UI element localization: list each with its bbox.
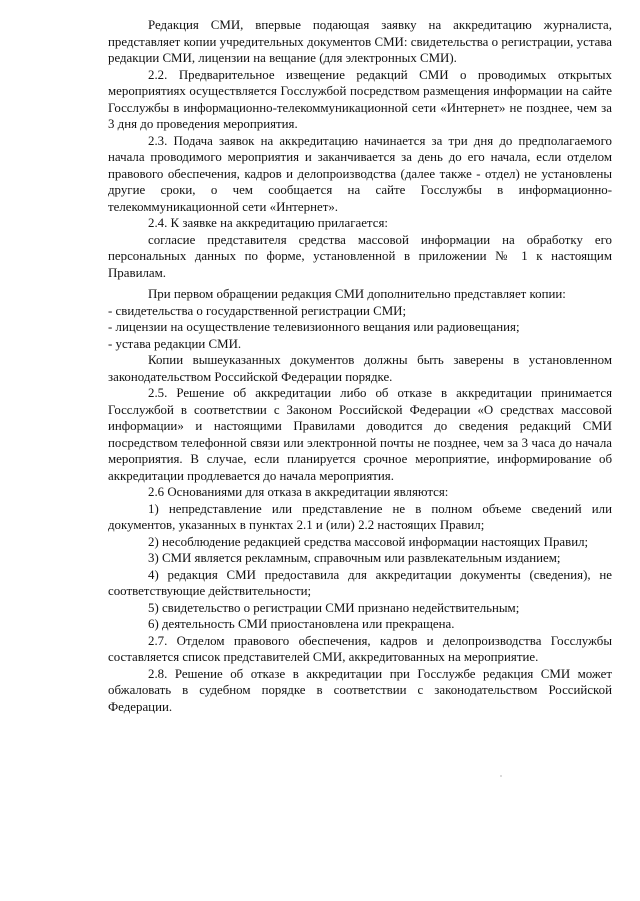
paragraph-intro-documents: Редакция СМИ, впервые подающая заявку на аккредитацию журналиста, представляет копии учредительных документов СМИ: свидетельства о регистрации, устава редакции СМИ, лицензии на вещание (для электронных СМИ). <box>108 18 612 65</box>
paragraph-2-8: 2.8. Решение об отказе в аккредитации при Госслужбе редакция СМИ может обжаловать в судебном порядке в соответствии с законодательством Российской Федерации. <box>108 666 612 714</box>
document-body <box>108 17 612 715</box>
paragraph-2-7: 2.7. Отделом правового обеспечения, кадров и делопроизводства Госслужбы составляется список представителей СМИ, аккредитованных на мероприятие. <box>108 633 612 664</box>
paragraph-2-4: 2.4. К заявке на аккредитацию прилагается: <box>148 216 388 230</box>
paragraph-first-request: При первом обращении редакция СМИ дополнительно представляет копии: <box>148 287 566 301</box>
paragraph-2-5: 2.5. Решение об аккредитации либо об отказе в аккредитации принимается Госслужбой в соответствии с Законом Российской Федерации «О средствах массовой информации» и настоящими Правилами доводится до сведения редакций СМИ посредством телефонной связи или электронной почты не позднее, чем за 3 часа до начала мероприятия. В случае, если планируется срочное мероприятие, информирование об аккредитации продлевается до начала мероприятия. <box>108 386 612 483</box>
list-item-registration: - свидетельства о государственной регистрации СМИ; <box>108 303 407 318</box>
paragraph-2-6: 2.6 Основаниями для отказа в аккредитации являются: <box>148 485 449 499</box>
paragraph-consent: согласие представителя средства массовой информации на обработку его персональных данных по форме, установленной в приложении № 1 к настоящим Правилам. <box>108 232 612 280</box>
list-item-refusal-4: 4) редакция СМИ предоставила для аккредитации документы (сведения), не соответствующие действительности; <box>108 567 612 598</box>
list-item-refusal-1: 1) непредставление или представление не в полном объеме сведений или документов, указанных в пунктах 2.1 и (или) 2.2 настоящих Правил; <box>108 501 612 532</box>
scan-artifact <box>500 775 502 777</box>
list-item-refusal-5: 5) свидетельство о регистрации СМИ признано недействительным; <box>148 600 520 615</box>
paragraph-2-2: 2.2. Предварительное извещение редакций СМИ о проводимых открытых мероприятиях осуществляется Госслужбой посредством размещения информации на сайте Госслужбы в информационно-телекоммуникационной сети «Интернет» не позднее, чем за 3 дня до проведения мероприятия. <box>108 67 612 131</box>
list-item-refusal-3: 3) СМИ является рекламным, справочным или развлекательным изданием; <box>148 551 561 565</box>
paragraph-copies-certified: Копии вышеуказанных документов должны быть заверены в установленном законодательством Российской Федерации порядке. <box>108 353 612 384</box>
list-item-refusal-2: 2) несоблюдение редакцией средства массовой информации настоящих Правил; <box>148 534 589 549</box>
list-item-license: - лицензии на осуществление телевизионного вещания или радиовещания; <box>108 320 520 334</box>
paragraph-2-3: 2.3. Подача заявок на аккредитацию начинается за три дня до предполагаемого начала проводимого мероприятия и заканчивается за день до его начала, если отделом правового обеспечения, кадров и делопроизводства (далее также - отдел) не установлены другие сроки, о чем сообщается на сайте Госслужбы в информационно-телекоммуникационной сети «Интернет». <box>108 133 612 214</box>
list-item-charter: - устава редакции СМИ. <box>108 336 242 351</box>
list-item-refusal-6: 6) деятельность СМИ приостановлена или прекращена. <box>148 617 455 631</box>
